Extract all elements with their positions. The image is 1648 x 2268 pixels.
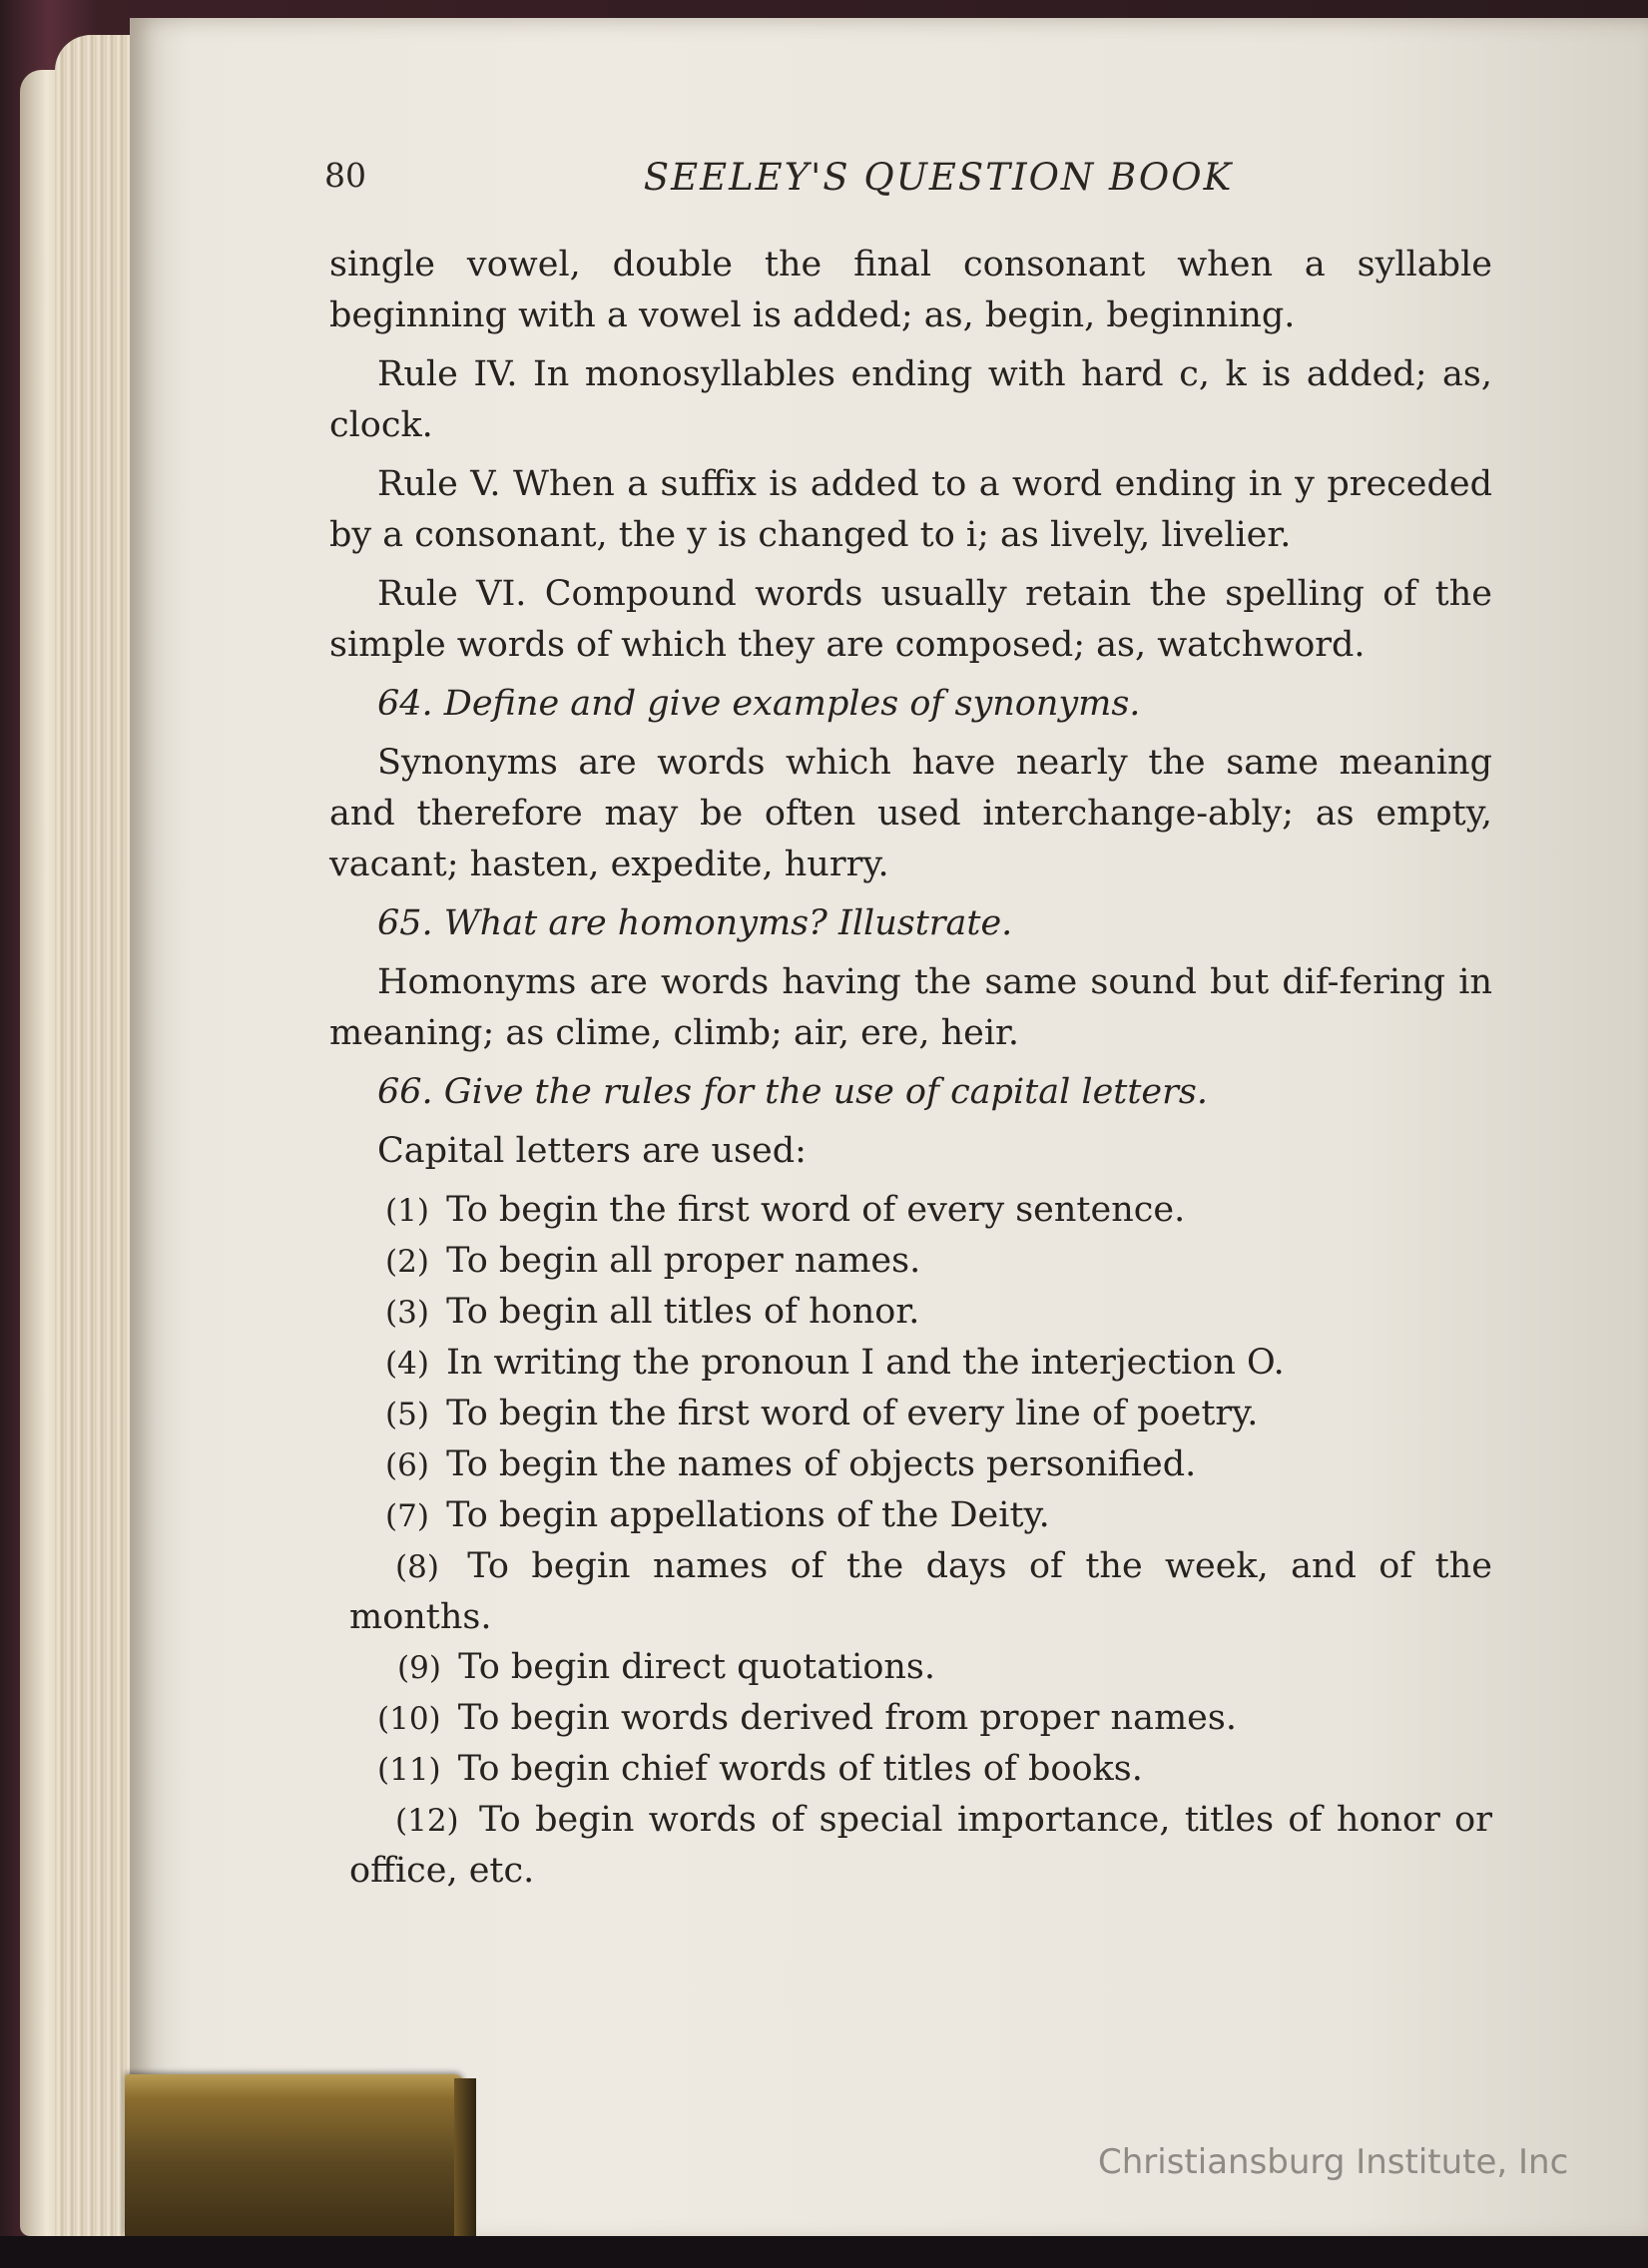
list-item-text: To begin words derived from proper names.: [457, 1698, 1237, 1738]
list-item: [329, 1490, 1492, 1541]
list-item-text: To begin words of special importance, titles of honor or office, etc.: [349, 1800, 1492, 1891]
list-item-text: To begin names of the days of the week, and of the months.: [349, 1546, 1492, 1637]
list-item: [329, 1693, 1492, 1744]
list-item-number: (6): [385, 1447, 429, 1483]
list-item-number: (2): [385, 1244, 429, 1280]
list-item: [329, 1439, 1492, 1490]
brass-page-holder: [125, 2074, 464, 2236]
page-number: 80: [324, 156, 366, 195]
page-text: [329, 240, 1492, 1896]
list-item-number: (11): [377, 1752, 441, 1788]
paragraph-rule-v: Rule V. When a suffix is added to a word ending in y preceded by a consonant, the y is changed to i; as lively, livelier.: [329, 464, 1492, 555]
list-item: [329, 1338, 1492, 1389]
list-item-number: (10): [377, 1701, 441, 1737]
book-title: SEELEY'S QUESTION BOOK: [643, 156, 1234, 199]
list-item-text: To begin all titles of honor.: [446, 1292, 920, 1332]
list-item-text: To begin direct quotations.: [458, 1647, 936, 1687]
list-item-text: To begin the first word of every line of poetry.: [446, 1394, 1259, 1433]
capital-letter-rules-list: [329, 1185, 1492, 1896]
list-item: [329, 1185, 1492, 1236]
list-item-text: To begin the first word of every sentence.: [446, 1190, 1186, 1230]
question-65: 65. What are homonyms? Illustrate.: [377, 903, 1013, 943]
list-item-text: To begin the names of objects personified.: [446, 1444, 1197, 1484]
list-item-number: (7): [385, 1498, 429, 1534]
paragraph-rule-iv: Rule IV. In monosyllables ending with hard c, k is added; as, clock.: [329, 354, 1492, 445]
question-66: 66. Give the rules for the use of capital letters.: [377, 1072, 1208, 1112]
list-item-text: In writing the pronoun I and the interjection O.: [446, 1343, 1285, 1383]
list-item: [329, 1744, 1492, 1795]
list-item: [329, 1541, 1492, 1642]
answer-64: Synonyms are words which have nearly the same meaning and therefore may be often used interchange-ably; as empty, vacant; hasten, expedite, hurry.: [329, 743, 1492, 884]
paragraph-rule-iii-continued: single vowel, double the final consonant when a syllable beginning with a vowel is added; as, begin, beginning.: [329, 245, 1492, 335]
question-64: 64. Define and give examples of synonyms.: [377, 684, 1141, 724]
list-item-number: (5): [385, 1397, 429, 1432]
list-item-number: (1): [385, 1193, 429, 1229]
list-item: [329, 1236, 1492, 1287]
list-item-number: (12): [395, 1803, 459, 1839]
answer-66-intro: Capital letters are used:: [377, 1131, 807, 1171]
list-item-text: To begin chief words of titles of books.: [457, 1749, 1143, 1789]
list-item: [329, 1389, 1492, 1439]
list-item-number: (4): [385, 1346, 429, 1382]
watermark: Christiansburg Institute, Inc: [1098, 2142, 1569, 2182]
list-item-number: (9): [397, 1650, 441, 1686]
paragraph-rule-vi: Rule VI. Compound words usually retain the spelling of the simple words of which they are composed; as, watchword.: [329, 574, 1492, 665]
brass-page-holder-side: [454, 2078, 476, 2236]
list-item: [329, 1795, 1492, 1896]
list-item: [329, 1287, 1492, 1338]
running-head: [324, 150, 1497, 210]
list-item-text: To begin appellations of the Deity.: [446, 1495, 1050, 1535]
bottom-shadow: [0, 2236, 1648, 2268]
list-item-text: To begin all proper names.: [446, 1241, 921, 1281]
list-item: [329, 1642, 1492, 1693]
list-item-number: (8): [395, 1549, 439, 1585]
answer-65: Homonyms are words having the same sound but dif-fering in meaning; as clime, climb; air, ere, heir.: [329, 962, 1492, 1053]
list-item-number: (3): [385, 1295, 429, 1331]
